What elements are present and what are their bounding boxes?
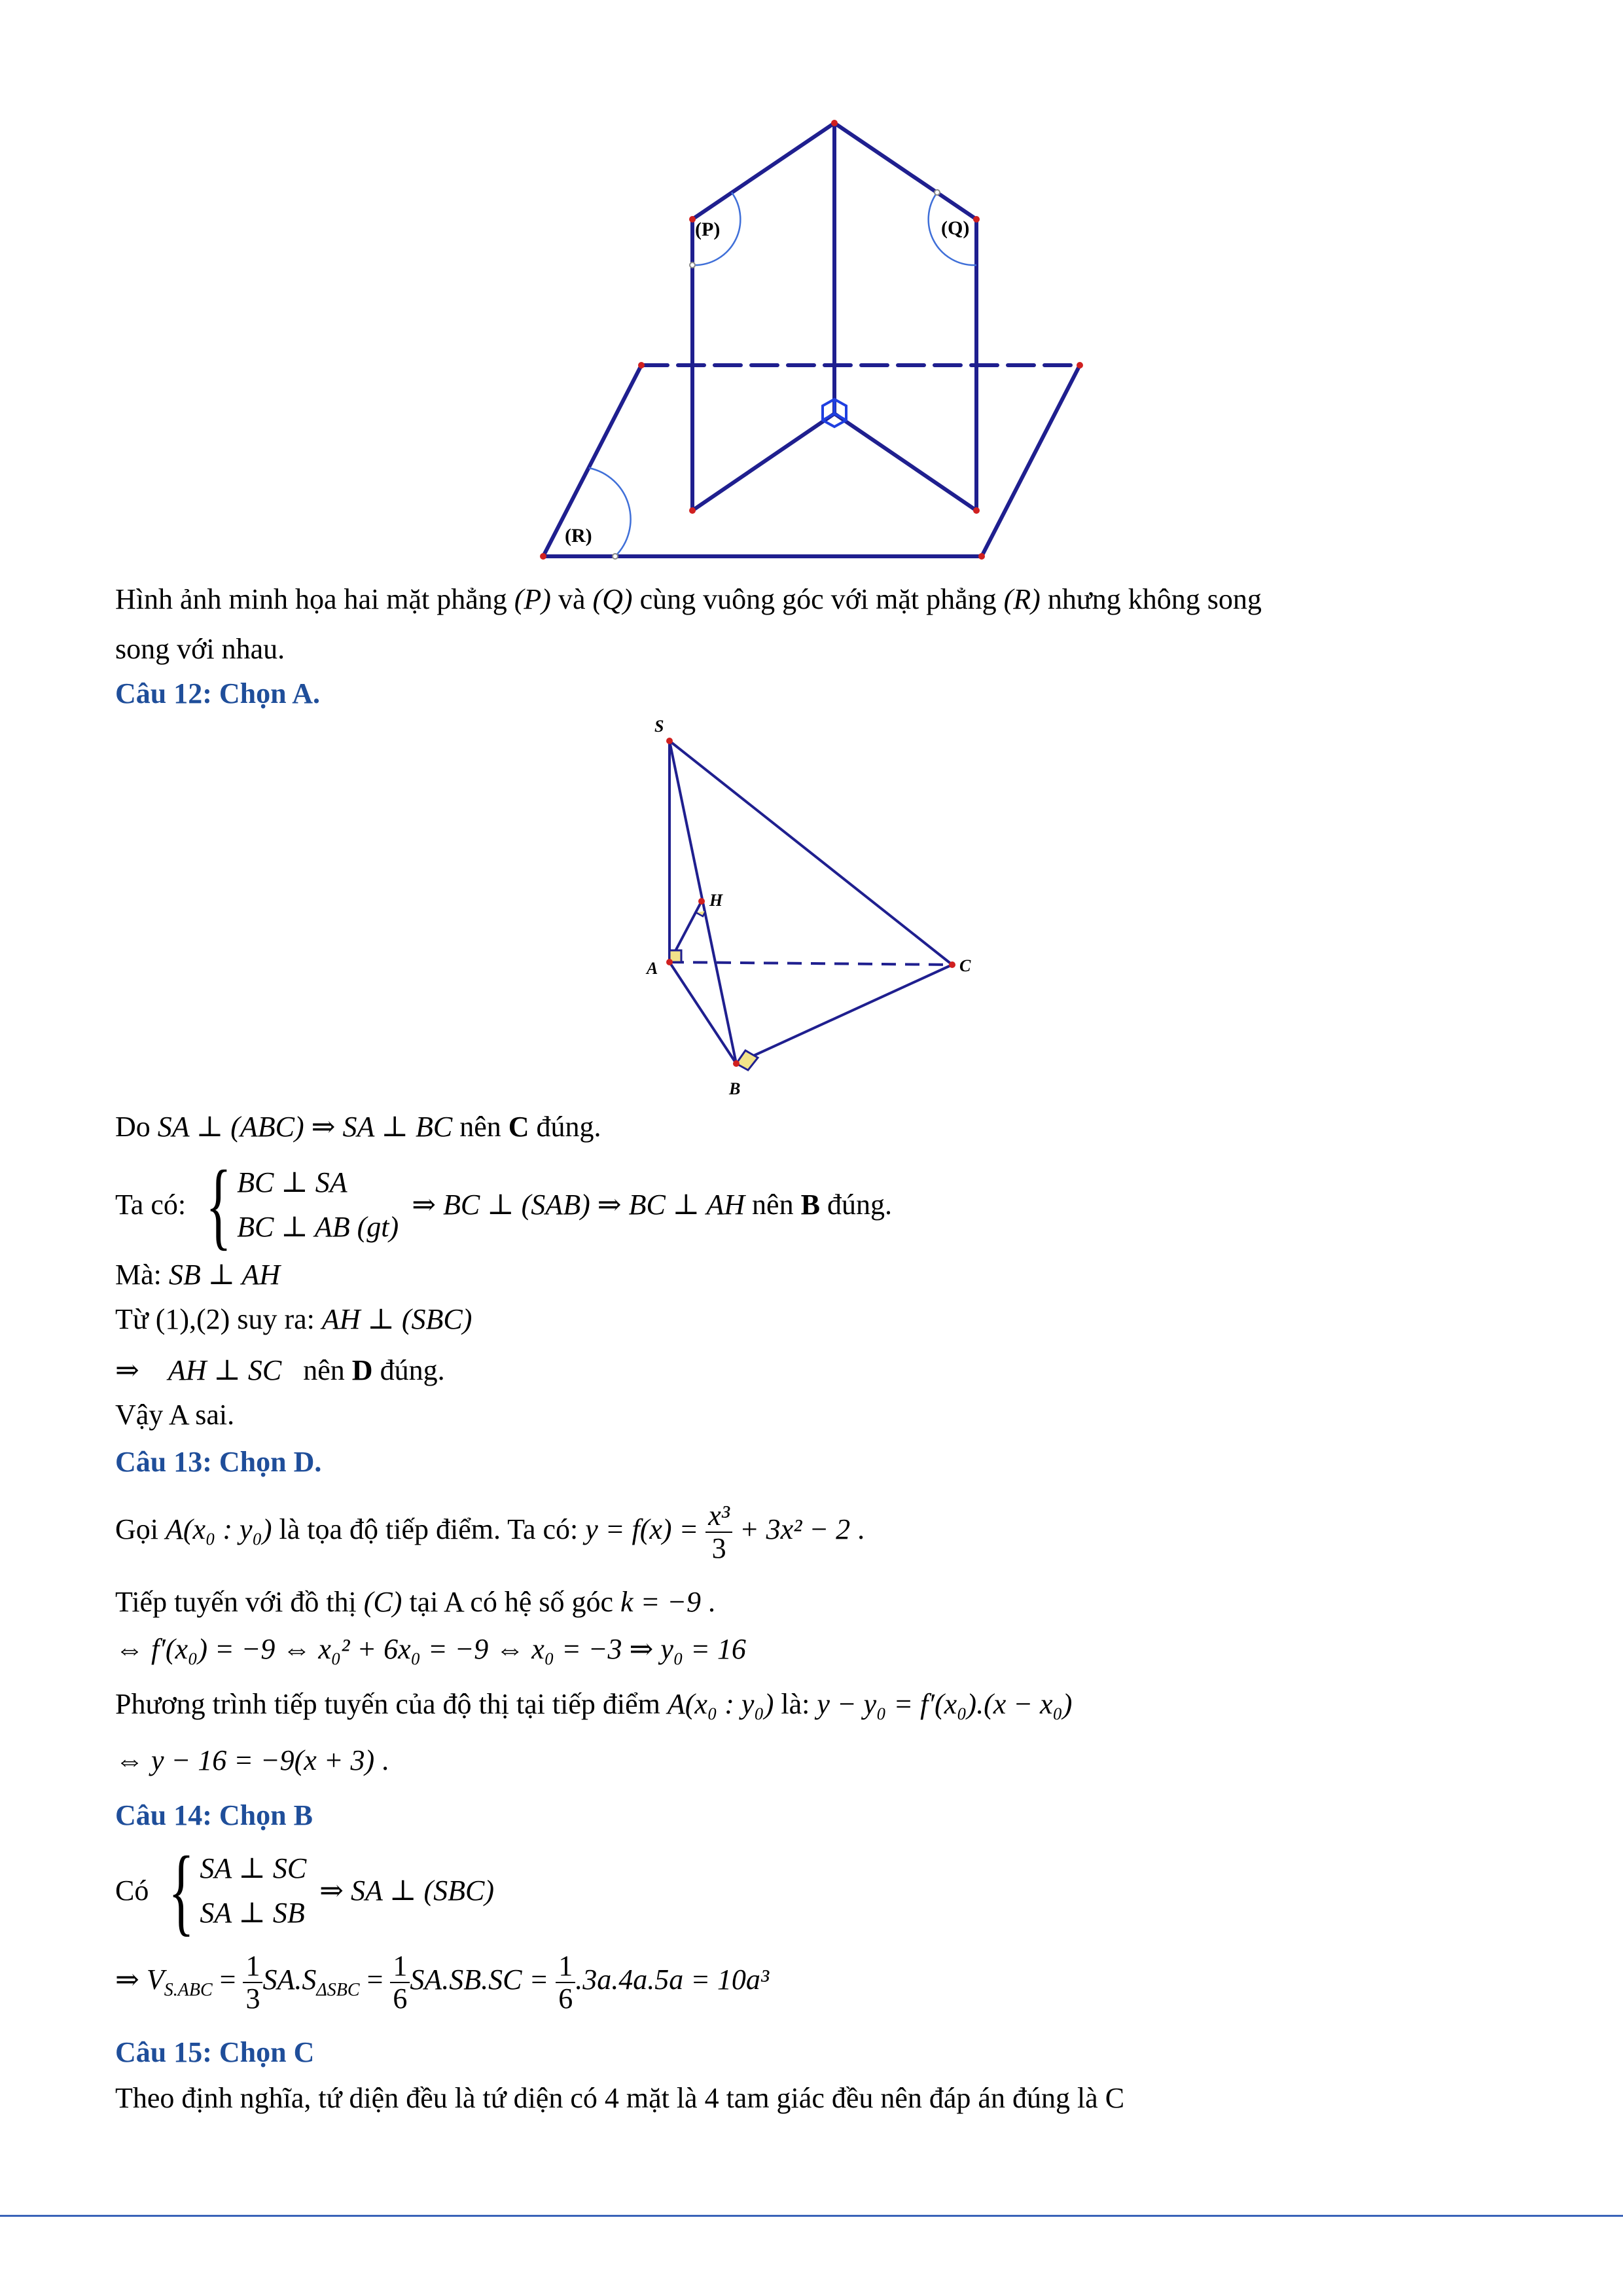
- label-c: C: [959, 956, 971, 975]
- caption-q: (Q): [592, 583, 633, 615]
- label-b: B: [729, 1079, 741, 1098]
- caption-p: (P): [514, 583, 551, 615]
- fraction: $\frac{1}{3}$: [243, 1950, 262, 2015]
- math: ⇔ y − 16 = −9(x + 3): [115, 1744, 375, 1776]
- cau15-heading: Câu 15: Chọn C: [115, 2036, 315, 2068]
- label-a: A: [647, 959, 658, 978]
- math: SA.SB.SC =: [410, 1964, 549, 1996]
- plane-r-right-edge: [982, 365, 1080, 556]
- edge-sc: [669, 741, 952, 965]
- cau14-heading: Câu 14: Chọn B: [115, 1799, 313, 1831]
- caption-and: và: [558, 583, 586, 615]
- math: y − y₀ = f′(x₀).(x − x₀): [817, 1688, 1073, 1720]
- system-lines: SA ⊥ SC SA ⊥ SB: [200, 1852, 307, 1929]
- system-lines: BC ⊥ SA BC ⊥ AB (gt): [237, 1166, 399, 1243]
- math: AH ⊥ SC: [168, 1354, 282, 1386]
- cau12-line2: Ta có: { BC ⊥ SA BC ⊥ AB (gt) ⇒ BC ⊥ (SAB) ⇒ BC ⊥ AH nên B đúng.: [115, 1151, 892, 1259]
- cau12-line3: Mà: SB ⊥ AH: [115, 1259, 281, 1291]
- pyramid-figure: [628, 713, 995, 1106]
- label-q: (Q): [941, 217, 970, 239]
- system-brace: {: [205, 1151, 232, 1259]
- cau12-line6: Vậy A sai.: [115, 1399, 235, 1431]
- math: ⇒ $V_{S.ABC}$: [115, 1964, 213, 2000]
- plane-q-top-edge: [834, 123, 976, 219]
- cau12-heading: Câu 12: Chọn A.: [115, 677, 320, 709]
- planes-figure: [524, 105, 1099, 576]
- caption-text: nhưng không song: [1047, 583, 1262, 615]
- edge-bc: [736, 965, 952, 1064]
- system-brace: {: [168, 1837, 195, 1945]
- label-h: H: [709, 891, 723, 910]
- math: ⇒ SA ⊥ (SBC): [319, 1874, 495, 1907]
- fraction: $\frac{1}{6}$: [556, 1950, 575, 2015]
- math: SB ⊥ AH: [168, 1259, 281, 1291]
- fraction: $\frac{\text{x³}}{3}$: [705, 1500, 732, 1564]
- plane-p-bottom-edge: [692, 414, 834, 511]
- caption-text: Hình ảnh minh họa hai mặt phẳng: [115, 583, 507, 615]
- figure1-caption-line2: song với nhau.: [115, 633, 285, 665]
- edge-ac-hidden: [669, 962, 952, 965]
- plane-p-top-edge: [692, 123, 834, 219]
- footer-divider: [0, 2215, 1623, 2217]
- cau13-line1: Gọi A(x₀ : y₀) là tọa độ tiếp điểm. Ta có: y = f(x) = $\frac{\text{x³}}{3}$ + 3x² − 2 .: [115, 1499, 865, 1564]
- math: SA ⊥ (ABC) ⇒ SA ⊥ BC: [157, 1111, 453, 1143]
- cau12-line1: Do SA ⊥ (ABC) ⇒ SA ⊥ BC nên C đúng.: [115, 1111, 601, 1143]
- plane-r-left-edge: [543, 365, 641, 556]
- fraction: $\frac{1}{6}$: [390, 1950, 410, 2015]
- math: AH ⊥ (SBC): [321, 1303, 473, 1335]
- math: ⇔ f′(x₀) = −9 ⇔ x₀² + 6x₀ = −9 ⇔ x₀ = −3 ⇒ y₀ = 16: [115, 1633, 746, 1665]
- math: ⇒ BC ⊥ (SAB) ⇒ BC ⊥ AH: [412, 1189, 745, 1221]
- cau13-line2: Tiếp tuyến với đồ thị (C) tại A có hệ số góc k = −9 .: [115, 1586, 715, 1618]
- cau14-line1: Có { SA ⊥ SC SA ⊥ SB ⇒ SA ⊥ (SBC): [115, 1837, 495, 1945]
- label-p: (P): [695, 219, 721, 240]
- caption-text: cùng vuông góc với mặt phẳng: [639, 583, 997, 615]
- math: + 3x² − 2: [739, 1513, 851, 1545]
- figure1-caption-line1: [115, 581, 1262, 618]
- cau13-line4: Phương trình tiếp tuyến của độ thị tại tiếp điểm A(x₀ : y₀) là: y − y₀ = f′(x₀).(x − x₀): [115, 1688, 1073, 1720]
- cau13-heading: Câu 13: Chọn D.: [115, 1446, 322, 1478]
- cau12-line5: ⇒ AH ⊥ SC nên D đúng.: [115, 1354, 445, 1386]
- cau14-line2: ⇒ $V_{S.ABC}$ = $\frac{1}{3}$ $SA.S_{\Delta SBC}$ = $\frac{1}{6}$ SA.SB.SC = $\frac{1}{6}$ .3a.4a.5a = 10a³: [115, 1949, 770, 2015]
- math: .3a.4a.5a = 10a³: [575, 1964, 770, 1996]
- math: $SA.S_{\Delta SBC}$: [262, 1964, 360, 2000]
- math: A(x₀ : y₀): [166, 1513, 272, 1545]
- cau12-line4: Từ (1),(2) suy ra: AH ⊥ (SBC): [115, 1303, 473, 1335]
- plane-q-bottom-edge: [834, 414, 976, 511]
- right-angle-b: [736, 1050, 758, 1070]
- cau13-line3: [115, 1631, 746, 1668]
- caption-r: (R): [1003, 583, 1041, 615]
- cau13-line5: ⇔ y − 16 = −9(x + 3) .: [115, 1744, 389, 1776]
- cau15-line1: Theo định nghĩa, tứ diện đều là tứ diện có 4 mặt là 4 tam giác đều nên đáp án đúng là C: [115, 2082, 1125, 2114]
- label-r: (R): [565, 525, 592, 547]
- math: y = f(x) =: [585, 1513, 699, 1545]
- label-s: S: [654, 717, 664, 736]
- math: A(x₀ : y₀): [667, 1688, 774, 1720]
- arc-r: [589, 468, 631, 556]
- math: k = −9: [620, 1586, 701, 1618]
